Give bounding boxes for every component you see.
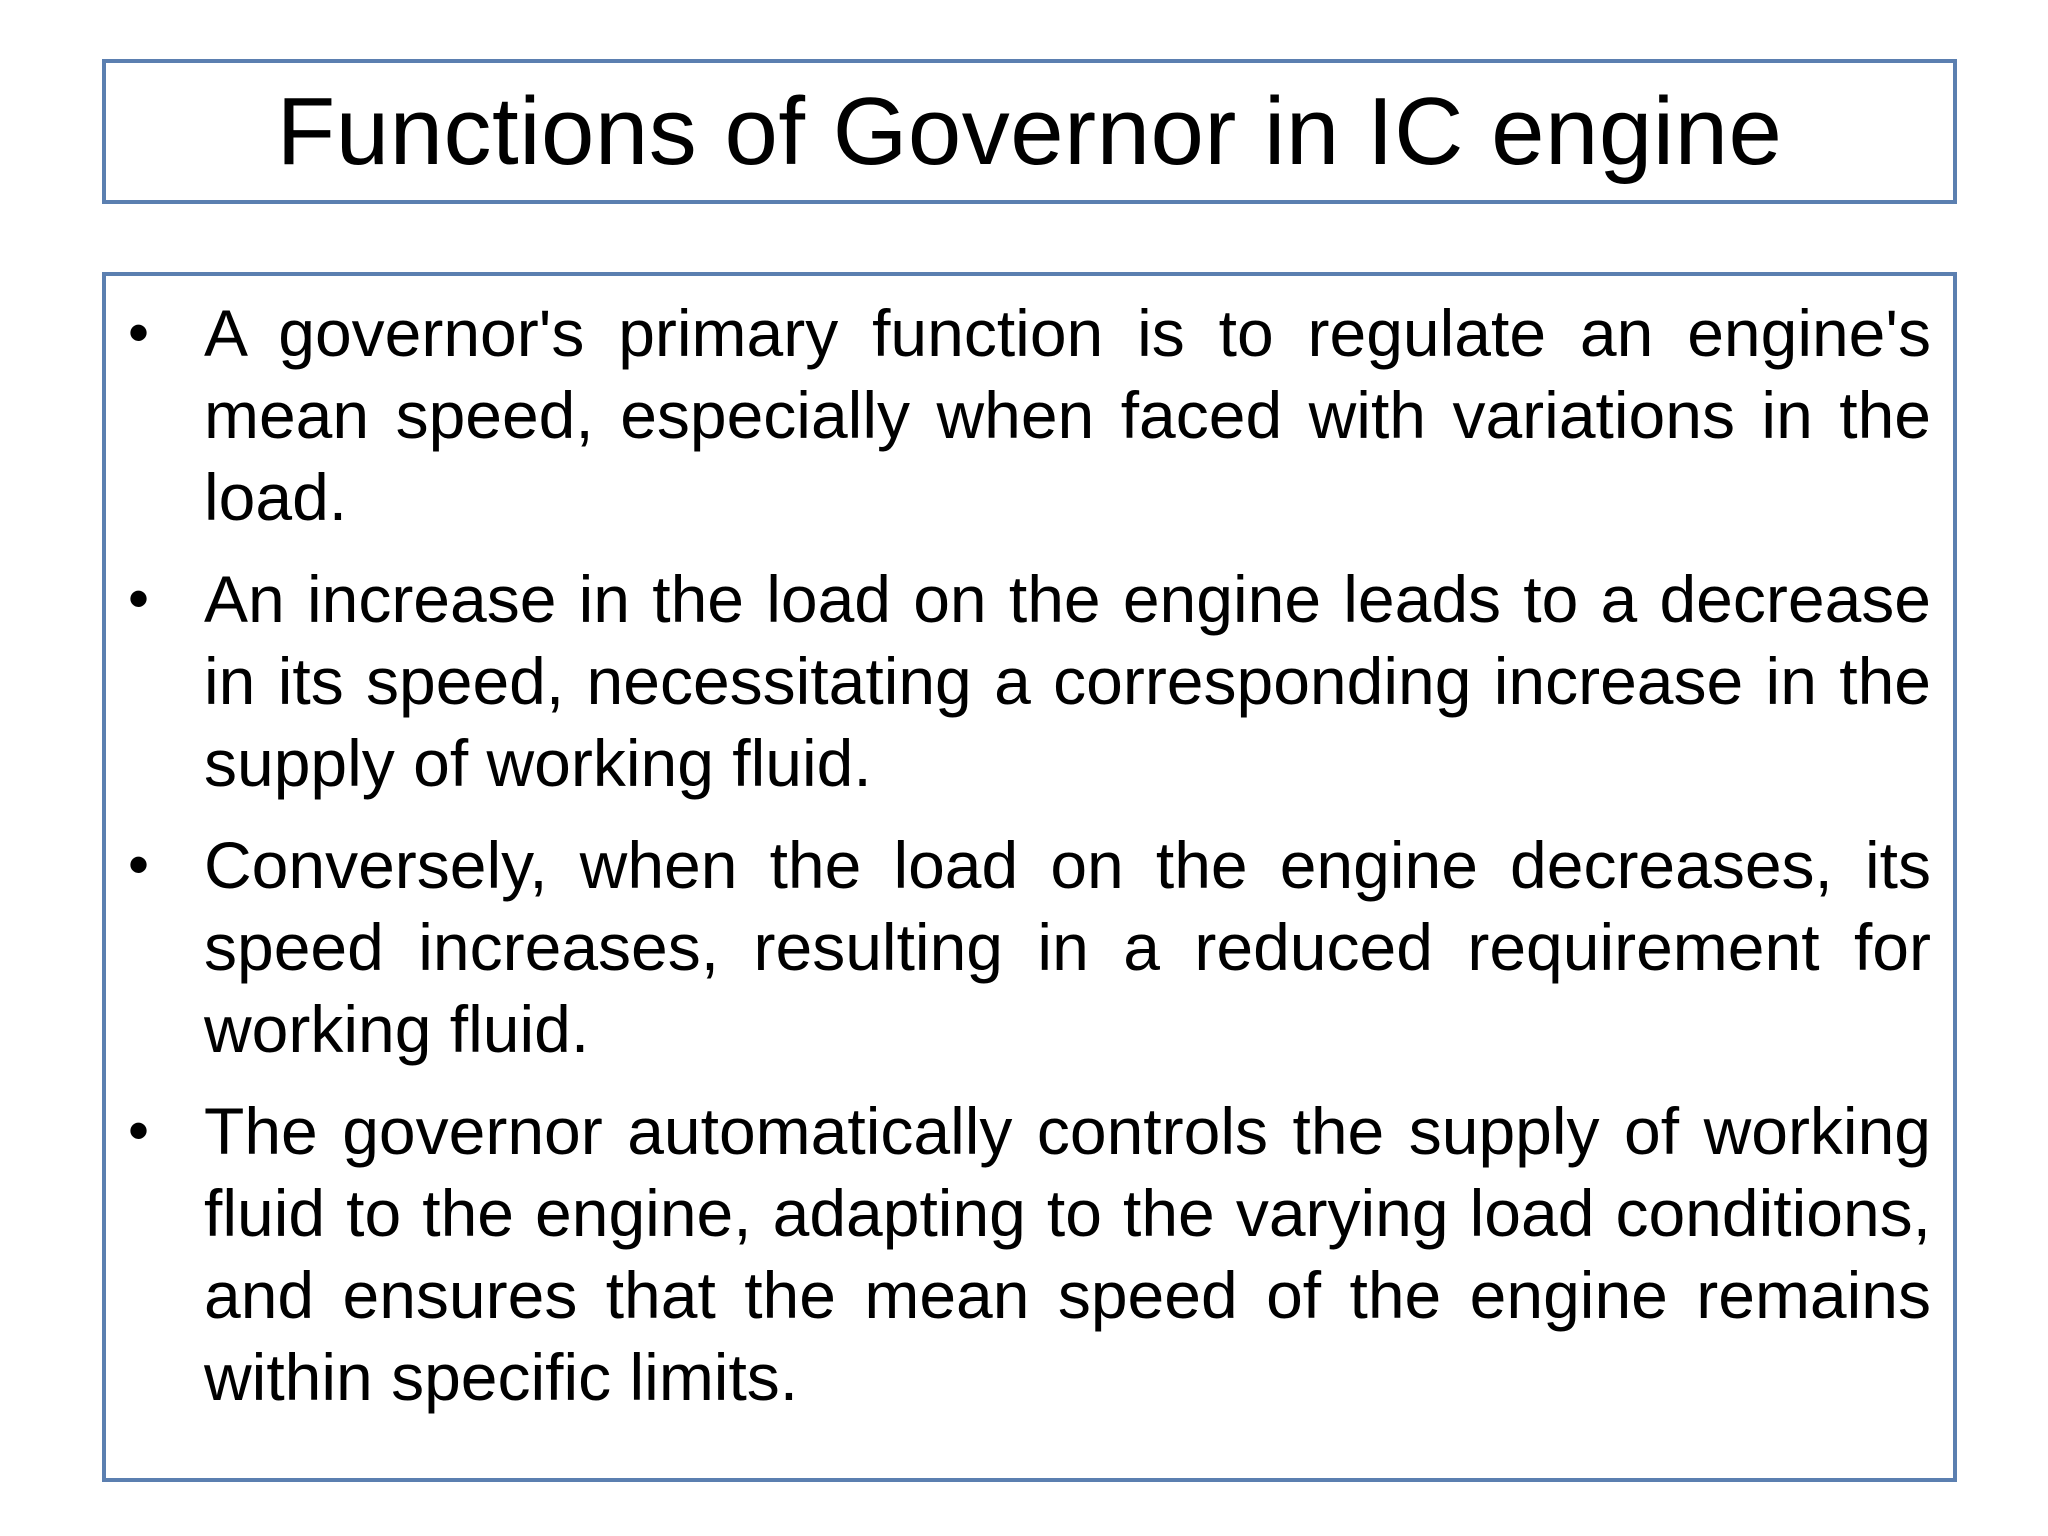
content-box bbox=[102, 272, 1957, 1482]
bullet-item-1 bbox=[128, 292, 1931, 538]
bullet-item-3 bbox=[128, 824, 1931, 1070]
slide-title: Functions of Governor in IC engine bbox=[276, 77, 1783, 185]
bullet-item-4 bbox=[128, 1090, 1931, 1418]
bullet-dot-icon: • bbox=[128, 1097, 150, 1164]
bullet-text-4: The governor automatically controls the supply of working fluid to the engine, adapting to the varying load conditions, and ensures that the mean speed of the engine remains within specific limits. bbox=[204, 1094, 1931, 1414]
bullet-item-2 bbox=[128, 558, 1931, 804]
bullet-text-1: A governor's primary function is to regulate an engine's mean speed, especially when faced with variations in the load. bbox=[204, 296, 1931, 534]
bullet-dot-icon: • bbox=[128, 831, 150, 898]
bullet-text-2: An increase in the load on the engine leads to a decrease in its speed, necessitating a corresponding increase in the supply of working fluid. bbox=[204, 562, 1931, 800]
bullet-text-3: Conversely, when the load on the engine decreases, its speed increases, resulting in a reduced requirement for working fluid. bbox=[204, 828, 1931, 1066]
bullet-dot-icon: • bbox=[128, 565, 150, 632]
title-box bbox=[102, 59, 1957, 204]
bullet-list bbox=[128, 292, 1931, 1418]
bullet-dot-icon: • bbox=[128, 299, 150, 366]
